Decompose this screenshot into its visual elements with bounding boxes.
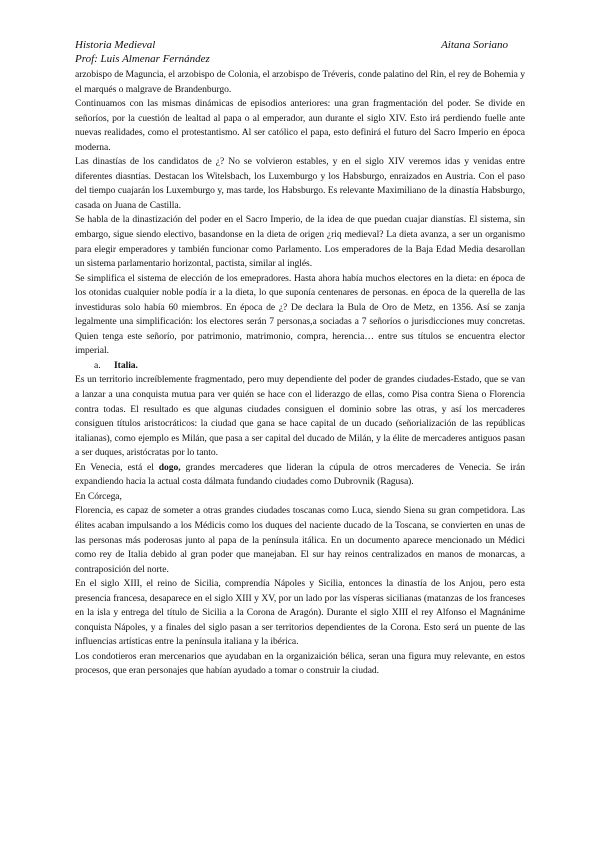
paragraph-dynastization: Se habla de la dinastización del poder en el Sacro Imperio, de la idea de que puedan cuajar dianstías. El sistema, sin embargo, sigue siendo electivo, basandonse en la dieta de origen ¿riq medieval? La dieta avanza, a ser un organismo para elegir emperadores y también funcionar como Parlamento. Los emperadores de la Baja Edad Media desarollan un sistema parlamentario horizontal, pactista, similar al inglés. (75, 214, 525, 270)
venecia-text-after: grandes mercaderes que lideran la cúpula de otros mercaderes de Venecia. Se irán expandiendo hacia la actual costa dálmata fundando ciudades como Dubrovnik (Ragusa). (75, 461, 525, 488)
paragraph-fragmentation: Continuamos con las mismas dinámicas de episodios anteriores: una gran fragmentación del poder. Se divide en señoríos, por la cuestión de lealtad al papa o al emperador, aun durante el siglo XIV. Esto irá perdiendo fuelle ante nuevas realidades, como el protestantismo. Al ser católico el papa, esto definirá el futuro del Sacro Imperio en época moderna. (75, 98, 525, 153)
paragraph-florencia: Florencia, es capaz de someter a otras grandes ciudades toscanas como Luca, siendo Siena su gran competidora. Las élites acaban impulsando a los Médicis como los duques del naciente ducado de la Toscana, se convierten en unas de las personas más poderosas junto al papa de la península itálica. En un documento aparece mencionado un Médici como rey de Italia debido al gran poder que manejaban. El sur hay reinos centralizados en manos de monarcas, a contraposición del norte. (75, 505, 525, 575)
section-title: Italia. (114, 359, 138, 371)
paragraph-condotieros: Los condotieros eran mercenarios que ayudaban en la organizaición bélica, seran una figura muy relevante, en estos procesos, que eran personajes que habían ayudado a tomar o construir la ciudad. (75, 650, 525, 677)
paragraph-italia-fragmentation: Es un territorio increíblemente fragmentado, pero muy dependiente del poder de grandes ciudades-Estado, que se van a lanzar a una conquista mutua para ver quién se hace con el liderazgo de ellas, como Pisa contra Siena o Florencia contra todas. El resultado es que algunas ciudades consiguen el dominio sobre las otras, y así los mercaderes consiguen títulos aristocráticos: la ciudad que gana se hace capital de un ducado (señorialización de las repúblicas italianas), como ejemplo es Milán, que pasa a ser capital del ducado de Milán, y la élite de mercaderes antiguos pasan a ser duques, aristócratas por lo tanto. (75, 374, 525, 459)
page-header (75, 38, 525, 66)
paragraph-election-system: Se simplifica el sistema de elección de los emepradores. Hasta ahora había muchos electores en la dieta: en época de los otonidas cualquier noble podía ir a la dieta, lo que suponía centenares de personas. en época de la querella de las investiduras solo había 60 miembros. En época de ¿? De declara la Bula de Oro de Metz, en 1356. Así se zanja legalmente una simplificación: los electores serán 7 personas,a sociadas a 7 señoríos o jurisdicciones muy concretas. Quien tenga este señorío, por patrimonio, matrimonio, compra, herencia… entre sus títulos se encuentra elector imperial. (75, 272, 525, 357)
venecia-bold-term: dogo, (158, 461, 181, 473)
professor-name: Prof: Luis Almenar Fernández (75, 53, 210, 65)
paragraph-sicilia: En el siglo XIII, el reino de Sicilia, comprendía Nápoles y Sicilia, entonces la dinastía de los Anjou, pero esta presencia francesa, desaparece en el siglo XIII y XV, por un lado por las vísperas sicilianas (matanzas de los franceses en la isla y entrega del título de Sicilia a la Corona de Aragón). Durante el siglo XIII el rey Alfonso el Magnánime conquista Nápoles, y a finales del siglo pasan a ser territorios dependientes de la Corona. Esto será un puente de las influencias artísticas entre la península italiana y la ibérica. (75, 578, 525, 648)
paragraph-electors: arzobispo de Maguncia, el arzobispo de Colonia, el arzobispo de Tréveris, conde palatino del Rin, el rey de Bohemia y el marqués o malgrave de Brandenburgo. (75, 69, 525, 95)
paragraph-corcega: En Córcega, (75, 490, 122, 502)
document-body (75, 68, 525, 679)
paragraph-dynasties: Las dinastías de los candidatos de ¿? No se volvieron estables, y en el siglo XIV veremos idas y venidas entre diferentes diasntías. Destacan los Witelsbach, los Luxemburgo y los Habsburgo, enraizados en Austria. Con el paso del tiempo cuajarán los Luxemburgo y, mas tarde, los Habsburgo. Es relevante Maximiliano de la dinastía Habsburgo, casada on Juana de Castilla. (75, 156, 525, 211)
course-title: Historia Medieval (75, 39, 156, 51)
section-heading-italia (75, 359, 525, 374)
paragraph-venecia (75, 461, 525, 490)
section-marker: a. (94, 359, 101, 371)
author-name: Aitana Soriano (441, 39, 508, 51)
venecia-text-before: En Venecia, está el (75, 461, 159, 473)
